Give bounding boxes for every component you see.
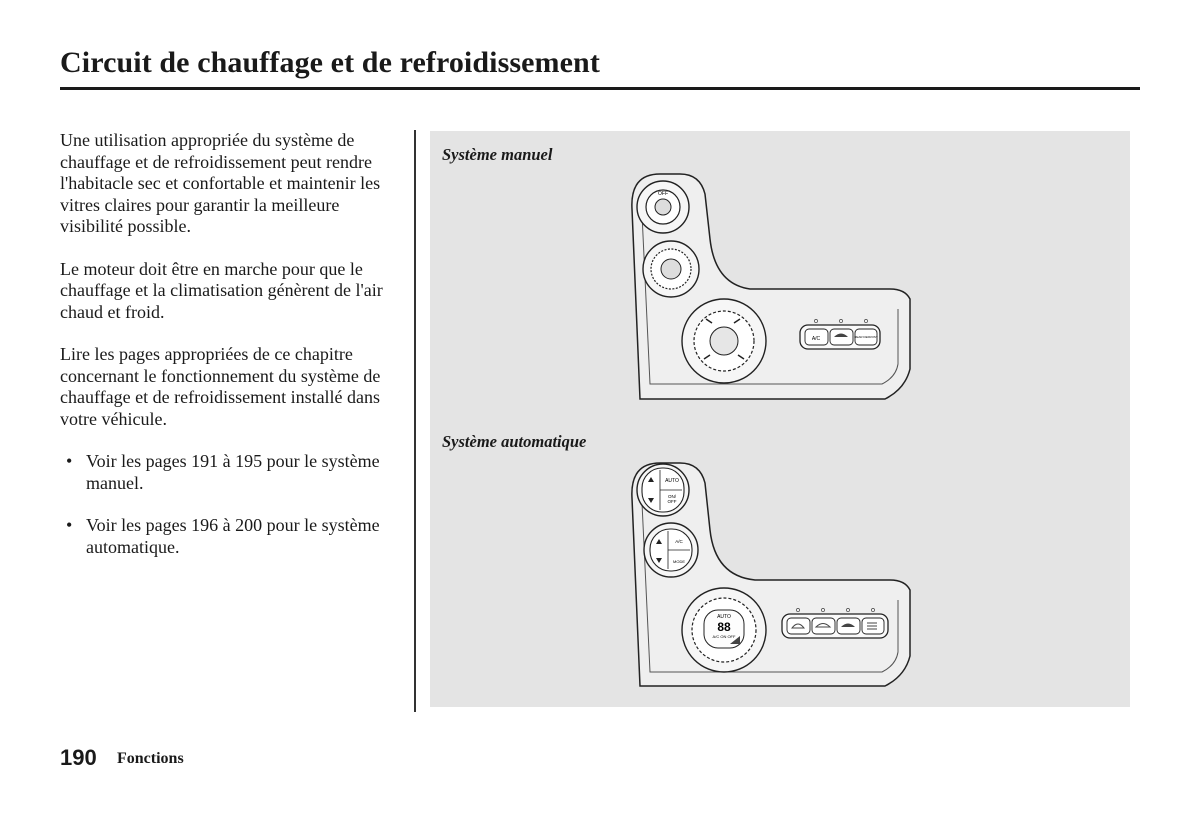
body-paragraph-3: Lire les pages appropriées de ce chapitre concernant le fonctionnement du système de chauffage et de refroidissement installé dans votre véhicule. <box>60 344 381 429</box>
temperature-dial-icon <box>643 241 699 297</box>
manual-climate-control-illustration <box>620 169 920 409</box>
ac-button-label: A/C <box>811 336 821 342</box>
bullet-dot: • <box>66 515 73 535</box>
automatic-climate-control-illustration <box>620 458 920 698</box>
section-label: Fonctions <box>117 750 184 767</box>
ac-button-label: A/C <box>675 539 683 544</box>
fresh-air-button <box>812 618 835 634</box>
automatic-control-panel-drawing <box>620 458 920 698</box>
bullet-text-automatic: Voir les pages 196 à 200 pour le système automatique. <box>86 515 380 557</box>
body-paragraph-1: Une utilisation appropriée du système de chauffage et de refroidissement peut rendre l'habitacle sec et confortable et maintenir les vitres claires pour garantir la meilleure visibilité possible. <box>60 130 381 236</box>
page-title: Circuit de chauffage et de refroidissement <box>60 46 600 79</box>
display-auto-label: AUTO <box>717 614 731 620</box>
illustration-panel <box>430 131 1130 707</box>
body-text-column <box>60 130 405 579</box>
fan-speed-dial-icon <box>682 299 766 383</box>
manual-control-panel-drawing <box>620 169 920 409</box>
display-status-label: A/C ON OFF <box>712 634 736 639</box>
display-temperature-digits: 88 <box>717 620 731 634</box>
off-label: OFF <box>658 191 668 197</box>
column-divider <box>414 130 416 712</box>
fan-ac-mode-button-group <box>644 523 698 577</box>
mode-dial-icon <box>637 181 689 233</box>
bullet-item-manual <box>66 451 405 494</box>
page-number: 190 <box>60 745 97 770</box>
body-paragraph-2: Le moteur doit être en marche pour que le chauffage et la climatisation génèrent de l'air chaud et froid. <box>60 258 383 322</box>
climate-display-dial-icon <box>682 588 766 672</box>
bullet-dot: • <box>66 451 73 471</box>
on-label: ON/ <box>667 494 677 499</box>
rear-defrost-label: REAR DEFROST <box>854 335 878 339</box>
auto-button-label: AUTO <box>665 478 679 484</box>
caption-manual-system: Système manuel <box>442 145 553 164</box>
caption-automatic-system: Système automatique <box>442 432 587 451</box>
bullet-item-automatic <box>66 515 405 558</box>
front-defrost-button <box>787 618 810 634</box>
title-rule <box>60 87 1140 90</box>
off-label: OFF <box>667 499 677 504</box>
auto-on-off-button-group <box>637 464 689 516</box>
bullet-text-manual: Voir les pages 191 à 195 pour le système manuel. <box>86 451 380 493</box>
mode-button-label: MODE <box>673 559 685 564</box>
